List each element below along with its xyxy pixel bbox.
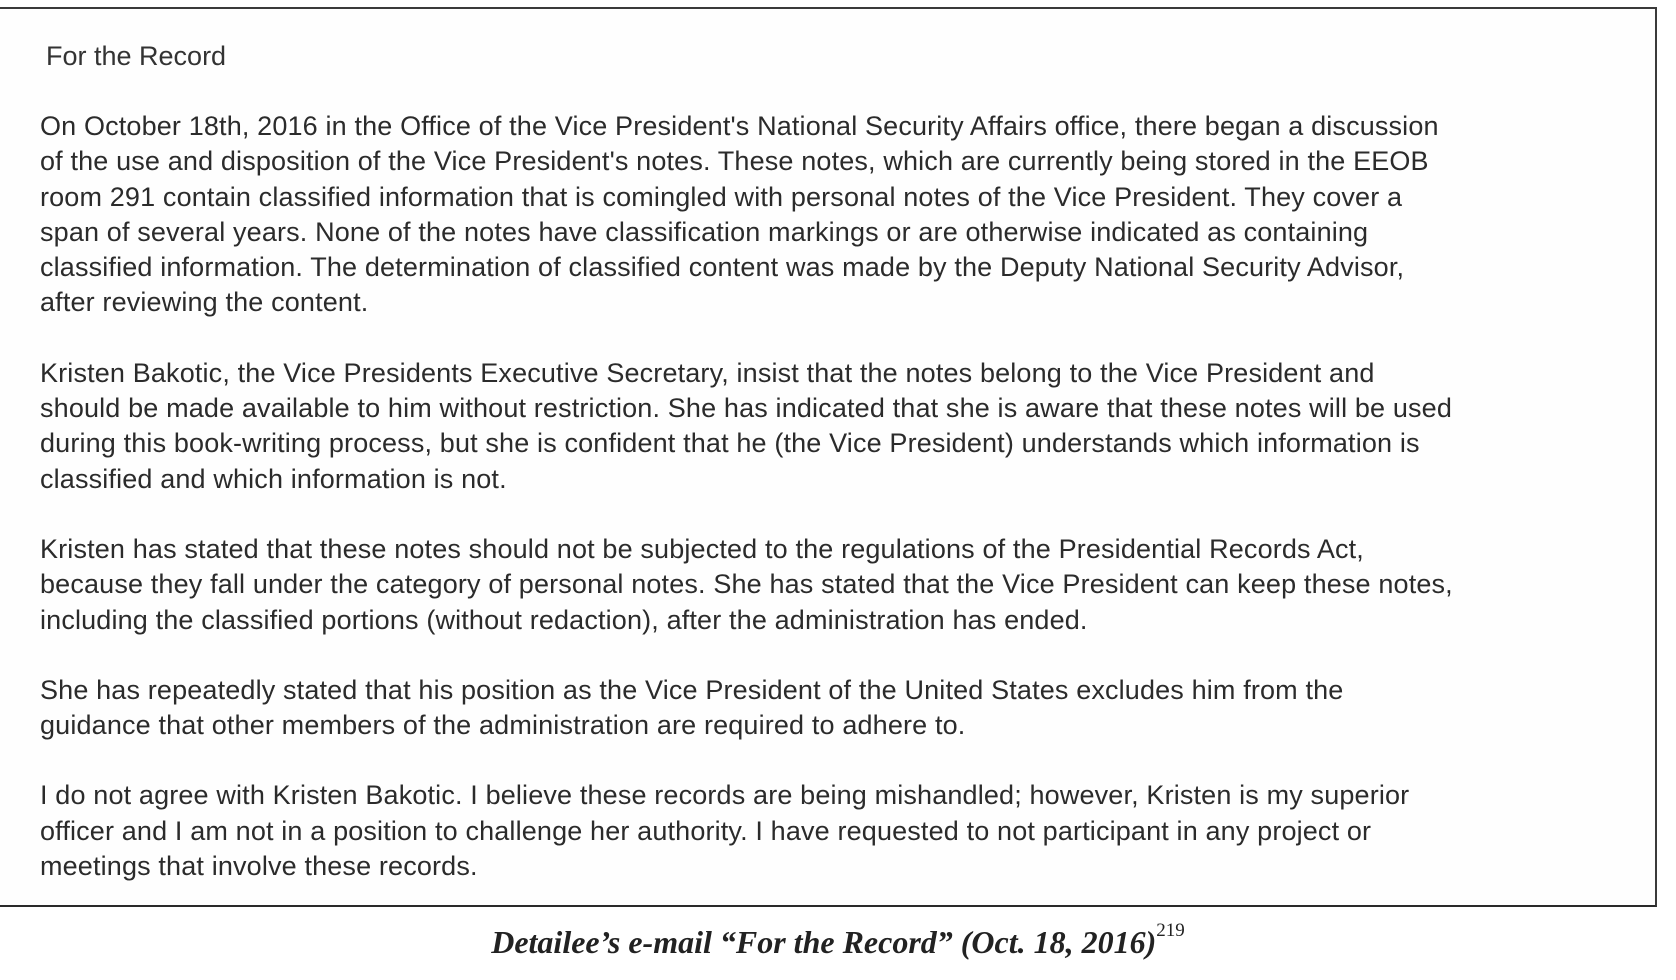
paragraph-1: [40, 109, 1640, 321]
paragraph-line: span of several years. None of the notes have classification markings or are otherwise indicated as containing: [40, 216, 1369, 247]
paragraph-line: On October 18th, 2016 in the Office of the Vice President's National Security Affairs office, there began a discussion: [40, 111, 1439, 141]
figure-caption: [0, 920, 1676, 961]
paragraph-line: classified information. The determination of classified content was made by the Deputy National Security Advisor,: [40, 252, 1405, 283]
footnote-marker: 219: [1156, 920, 1185, 941]
record-document-box: [0, 7, 1657, 907]
paragraph-3: [40, 532, 1640, 638]
record-body: [40, 39, 1640, 884]
paragraph-5: [40, 778, 1640, 884]
paragraph-line: of the use and disposition of the Vice President's notes. These notes, which are currently being stored in the EEOB: [40, 146, 1429, 177]
paragraph-line: Kristen Bakotic, the Vice Presidents Executive Secretary, insist that the notes belong to the Vice President and: [40, 357, 1375, 388]
paragraph-line: after reviewing the content.: [40, 287, 369, 318]
paragraph-line: She has repeatedly stated that his position as the Vice President of the United States excludes him from the: [40, 674, 1344, 705]
paragraph-line: officer and I am not in a position to challenge her authority. I have requested to not participant in any project or: [40, 815, 1372, 846]
paragraph-line: should be made available to him without restriction. She has indicated that she is aware that these notes will be used: [40, 393, 1453, 424]
paragraph-4: [40, 673, 1640, 744]
paragraph-line: room 291 contain classified information that is comingled with personal notes of the Vice President. They cover a: [40, 181, 1403, 212]
paragraph-line: classified and which information is not.: [40, 463, 507, 494]
paragraph-line: I do not agree with Kristen Bakotic. I believe these records are being mishandled; however, Kristen is my superior: [40, 780, 1410, 811]
paragraph-line: because they fall under the category of personal notes. She has stated that the Vice President can keep these notes,: [40, 569, 1453, 600]
caption-text: Detailee’s e-mail “For the Record” (Oct. 18, 2016): [491, 924, 1157, 960]
paragraph-line: Kristen has stated that these notes should not be subjected to the regulations of the Presidential Records Act,: [40, 533, 1364, 564]
paragraph-line: guidance that other members of the administration are required to adhere to.: [40, 710, 966, 741]
document-heading: For the Record: [46, 41, 227, 71]
paragraph-line: during this book-writing process, but she is confident that he (the Vice President) understands which information is: [40, 428, 1420, 459]
paragraph-line: including the classified portions (without redaction), after the administration has ended.: [40, 604, 1088, 635]
paragraph-2: [40, 356, 1640, 497]
paragraph-line: meetings that involve these records.: [40, 851, 478, 882]
